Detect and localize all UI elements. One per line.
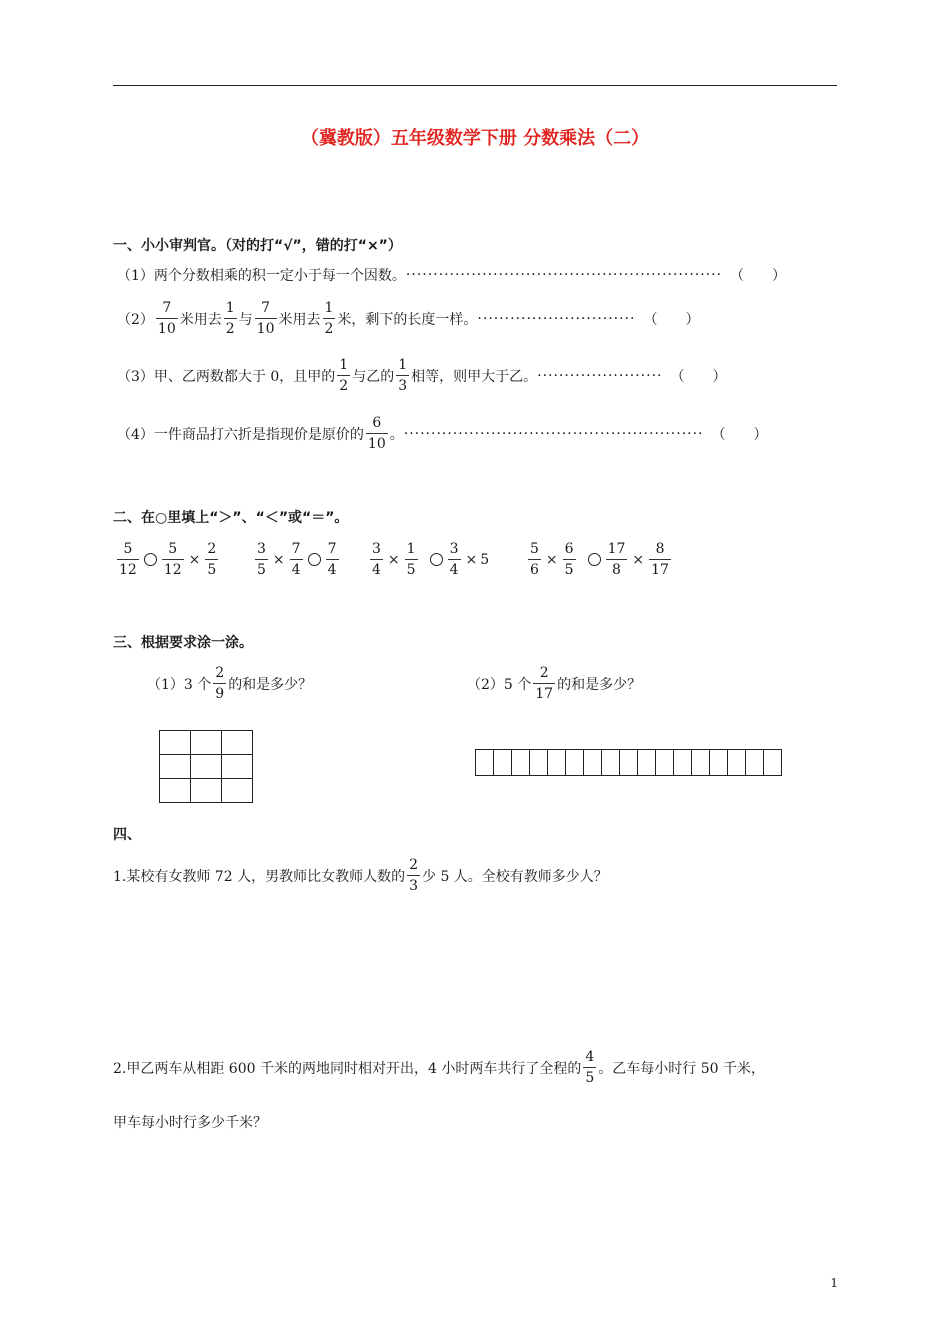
item-text: 与乙的 [352,368,395,385]
problem-text: 少 5 人。全校有教师多少人？ [422,868,608,885]
compare-expression-3: $\frac{3}{4}$ × $\frac{1}{5}$ $\frac{3}{4}$ × 5 [372,541,490,578]
answer-circle[interactable] [588,553,601,566]
item-text: 与 [238,311,253,328]
section3-heading: 三、根据要求涂一涂。 [113,635,253,651]
answer-parentheses[interactable]: （ ） [711,426,768,443]
item-text: 米用去 [278,311,321,328]
section2-heading: 二、在○里填上“＞”、“＜”或“＝”。 [113,510,349,526]
item-text: 米，剩下的长度一样。 [337,311,478,328]
strip-cell[interactable] [548,750,566,776]
grid-cell[interactable] [191,731,222,755]
section1-item-3 [117,357,726,394]
header-rule [113,85,837,86]
leader-dots: ····························· [477,310,636,327]
fraction: $\frac{6}{10}$ [367,415,386,452]
problem-text: 2.甲乙两车从相距 600 千米的两地同时相对开出，4 小时两车共行了全程的 [113,1060,582,1077]
page-number: 1 [830,1276,838,1290]
word-problem-2-line2: 甲车每小时行多少千米？ [113,1115,267,1131]
page-title: （冀教版）五年级数学下册 分数乘法（二） [300,128,650,149]
times-sign: × [272,551,285,568]
strip-cell[interactable] [692,750,710,776]
grid-cell[interactable] [160,779,191,803]
strip-cell[interactable] [656,750,674,776]
answer-parentheses[interactable]: （ ） [730,268,787,284]
times-sign: × [188,551,201,568]
grid-cell[interactable] [222,779,253,803]
grid-cell[interactable] [160,755,191,779]
question-text: 的和是多少？ [557,676,642,693]
answer-circle[interactable] [430,553,443,566]
item-text: 米用去 [179,311,222,328]
problem-text: 。乙车每小时行 50 千米， [598,1060,765,1077]
item-number: （2） [117,311,154,328]
section1-item-1 [117,265,786,285]
whole-number: 5 [480,551,490,568]
strip-cell[interactable] [728,750,746,776]
compare-expression-1: $\frac{5}{12}$ $\frac{5}{12}$ × $\frac{2}{5}$ [119,541,217,578]
times-sign: × [545,551,558,568]
word-problem-1: 1.某校有女教师 72 人，男教师比女教师人数的 $\frac{2}{3}$ 少 5 人。全校有教师多少人？ [113,857,608,894]
grid-cell[interactable] [222,731,253,755]
fraction: $\frac{7}{10}$ [256,300,275,337]
grid-cell[interactable] [160,731,191,755]
item-text: 甲、乙两数都大于 0，且甲的 [153,368,336,385]
word-problem-2: 2.甲乙两车从相距 600 千米的两地同时相对开出，4 小时两车共行了全程的 $\frac{4}{5}$ 。乙车每小时行 50 千米， [113,1049,765,1086]
times-sign: × [465,551,478,568]
answer-parentheses[interactable]: （ ） [643,311,700,328]
answer-circle[interactable] [144,553,157,566]
section1-item-2 [117,300,699,337]
leader-dots: ·························································· [405,267,723,283]
fraction: $\frac{7}{10}$ [157,300,176,337]
item-number: （3） [117,368,154,385]
section3-question-1: （1）3 个 $\frac{2}{9}$ 的和是多少？ [147,665,313,702]
leader-dots: ······················································· [403,425,704,442]
grid-cell[interactable] [191,779,222,803]
strip-cell[interactable] [746,750,764,776]
strip-cell[interactable] [710,750,728,776]
fraction: $\frac{1}{2}$ [339,357,349,394]
item-text: 一件商品打六折是指现价是原价的 [153,426,364,443]
grid-cell[interactable] [191,755,222,779]
strip-cell[interactable] [494,750,512,776]
coloring-grid-3x3 [159,730,253,803]
strip-cell[interactable] [620,750,638,776]
compare-expression-4: $\frac{5}{6}$ × $\frac{6}{5}$ $\frac{17}{8}$ × $\frac{8}{17}$ [530,541,669,578]
question-text: （1）3 个 [147,676,212,693]
section4-heading: 四、 [113,827,141,843]
strip-cell[interactable] [530,750,548,776]
section3-question-2: （2）5 个 $\frac{2}{17}$ 的和是多少？ [467,665,642,702]
section1-heading: 一、小小审判官。（对的打“√”，错的打“×”） [113,238,402,254]
answer-parentheses[interactable]: （ ） [670,368,727,385]
strip-cell[interactable] [512,750,530,776]
compare-expression-2: $\frac{3}{5}$ × $\frac{7}{4}$ $\frac{7}{4}$ [257,541,337,578]
question-text: （2）5 个 [467,676,532,693]
coloring-strip-17 [475,749,782,776]
times-sign: × [387,551,400,568]
item-text: 。 [389,426,404,443]
fraction: $\frac{1}{2}$ [225,300,235,337]
problem-text: 1.某校有女教师 72 人，男教师比女教师人数的 [113,868,406,885]
item-text: 相等，则甲大于乙。 [411,368,538,385]
item-number: （4） [117,426,154,443]
strip-cell[interactable] [566,750,584,776]
leader-dots: ······················· [537,367,663,384]
item-text: 两个分数相乘的积一定小于每一个因数。 [153,268,406,284]
strip-cell[interactable] [764,750,782,776]
section1-item-4 [117,415,768,452]
strip-cell[interactable] [476,750,494,776]
strip-cell[interactable] [638,750,656,776]
strip-cell[interactable] [602,750,620,776]
fraction: $\frac{1}{3}$ [398,357,408,394]
grid-cell[interactable] [222,755,253,779]
strip-cell[interactable] [584,750,602,776]
fraction: $\frac{1}{2}$ [324,300,334,337]
times-sign: × [632,551,645,568]
answer-circle[interactable] [308,553,321,566]
strip-cell[interactable] [674,750,692,776]
question-text: 的和是多少？ [228,676,313,693]
item-number: （1） [117,268,154,284]
